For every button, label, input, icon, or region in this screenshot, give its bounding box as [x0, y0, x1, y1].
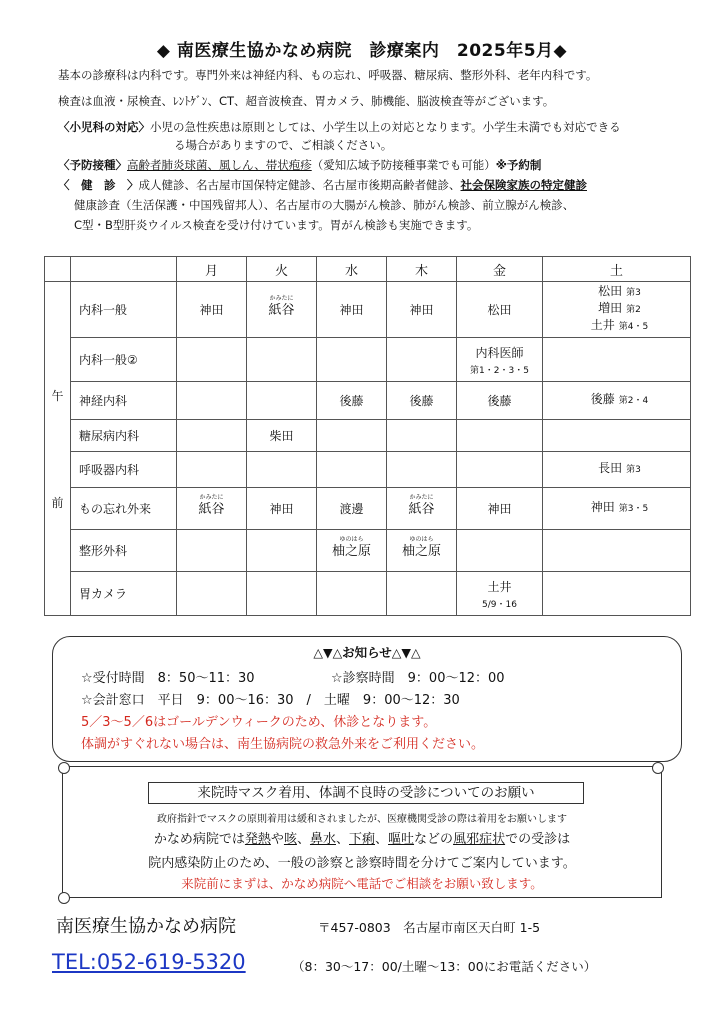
- schedule-header-row: [45, 257, 691, 282]
- request-text: などの: [414, 832, 454, 847]
- week-note: 第2: [626, 305, 641, 315]
- holiday-notice: 5／3～5／6はゴールデンウィークのため、休診となります。: [81, 715, 437, 730]
- sat-rotation: [549, 301, 690, 318]
- ruby-reading: かみたに: [199, 493, 224, 501]
- doctor-cell-sat: [543, 488, 691, 530]
- week-note: 第3・5: [618, 504, 649, 514]
- doctor-cell: 神田: [247, 488, 317, 530]
- table-row: [45, 420, 691, 452]
- doctor-cell: [543, 338, 691, 382]
- doctor-name: 内科医師: [475, 345, 524, 360]
- ruby-base: 紙谷: [268, 302, 295, 318]
- doctor-cell: [247, 530, 317, 572]
- doctor-cell: 神田: [457, 488, 543, 530]
- ruby-base: 柚之原: [401, 543, 441, 559]
- doctor-cell: [387, 452, 457, 488]
- table-row: [45, 282, 691, 338]
- doctor-cell: [387, 572, 457, 616]
- pediatric-block: [58, 118, 621, 136]
- week-note: 第4・5: [618, 322, 649, 332]
- header-day-mon: 月: [177, 257, 247, 282]
- checkup-label: 〈 健 診 〉: [58, 178, 139, 192]
- header-day-tue: 火: [247, 257, 317, 282]
- dept-name: 呼吸器内科: [71, 452, 177, 488]
- symptom-runny-nose: 鼻水: [309, 832, 336, 847]
- ruby-reading: ゆのはら: [409, 535, 434, 543]
- ruby-name: [198, 493, 225, 517]
- doctor-cell: [177, 452, 247, 488]
- ruby-name: [331, 535, 371, 559]
- sat-rotation: [549, 318, 690, 335]
- scroll-curl-icon: [58, 892, 70, 904]
- dept-name: 内科一般②: [71, 338, 177, 382]
- request-text: 、: [335, 832, 349, 847]
- request-text: 、: [296, 832, 310, 847]
- cashier-hours: ☆会計窓口 平日 9：00～16：30 / 土曜 9：00～12：30: [81, 693, 460, 708]
- sat-rotation: [549, 284, 690, 301]
- symptom-cold: 風邪症状: [453, 832, 506, 847]
- session-label-1: 午: [51, 388, 64, 403]
- doctor-cell: [543, 420, 691, 452]
- doctor-cell: [317, 338, 387, 382]
- pediatric-text: 小児の急性疾患は原則としては、小学生以上の対応となります。小学生未満でも対応できる: [150, 120, 621, 134]
- header-blank: [71, 257, 177, 282]
- doctor-cell: [457, 530, 543, 572]
- dept-name: もの忘れ外来: [71, 488, 177, 530]
- week-note: 第2・4: [618, 396, 649, 406]
- session-gap: [45, 404, 70, 494]
- request-title: 来院時マスク着用、体調不良時の受診についてのお願い: [148, 782, 584, 804]
- doctor-name: 土井: [487, 579, 512, 594]
- table-row: [45, 488, 691, 530]
- doctor-cell: [543, 572, 691, 616]
- header-day-sat: 土: [543, 257, 691, 282]
- doctor-cell: 松田: [457, 282, 543, 338]
- dept-name: 内科一般: [71, 282, 177, 338]
- header-day-thu: 木: [387, 257, 457, 282]
- doctor-cell: 後藤: [457, 382, 543, 420]
- session-label-2: 前: [51, 495, 64, 510]
- symptom-fever: 発熱: [244, 832, 271, 847]
- dept-name: 糖尿病内科: [71, 420, 177, 452]
- symptom-vomiting: 嘔吐: [388, 832, 415, 847]
- consult-hours: ☆診察時間 9：00～12：00: [331, 671, 505, 686]
- pediatric-label: 〈小児科の対応〉: [58, 120, 150, 134]
- header-day-fri: 金: [457, 257, 543, 282]
- doctor-name: 増田: [598, 301, 623, 315]
- table-row: [45, 452, 691, 488]
- doctor-cell: [387, 488, 457, 530]
- checkup-line-3: C型・B型肝炎ウイルス検査を受け付けています。胃がん検診も実施できます。: [74, 218, 479, 232]
- hospital-name: 南医療生協かなめ病院: [56, 916, 236, 937]
- ruby-name: [268, 294, 295, 318]
- vaccine-label: 〈予防接種〉: [58, 158, 127, 172]
- table-row: [45, 338, 691, 382]
- doctor-cell: [457, 572, 543, 616]
- ruby-base: 紙谷: [408, 501, 435, 517]
- checkup-family: 社会保険家族の特定健診: [460, 178, 587, 192]
- header-blank: [45, 257, 71, 282]
- doctor-cell: 後藤: [317, 382, 387, 420]
- week-note: 5/9・16: [482, 599, 517, 610]
- symptom-cough: 咳: [283, 832, 297, 847]
- doctor-name: 後藤: [590, 392, 615, 406]
- request-text: や: [270, 832, 284, 847]
- doctor-cell: 柴田: [247, 420, 317, 452]
- week-note: 第3: [626, 465, 641, 475]
- doctor-cell: [317, 530, 387, 572]
- doctor-cell: 神田: [387, 282, 457, 338]
- ruby-base: 紙谷: [198, 501, 225, 517]
- doctor-cell: [317, 420, 387, 452]
- symptom-diarrhea: 下痢: [349, 832, 376, 847]
- schedule-table: [44, 256, 691, 616]
- doctor-cell: [247, 282, 317, 338]
- doctor-cell: [177, 488, 247, 530]
- vaccine-reservation: ※予約制: [495, 158, 542, 172]
- doctor-cell: [457, 338, 543, 382]
- doctor-cell: 後藤: [387, 382, 457, 420]
- doctor-cell: [177, 382, 247, 420]
- doctor-cell-sat: [543, 452, 691, 488]
- doctor-name: 神田: [590, 500, 615, 514]
- doctor-cell: [177, 530, 247, 572]
- phone-hours: （8：30～17：00/土曜～13：00にお電話ください）: [292, 959, 597, 974]
- doctor-cell: [317, 572, 387, 616]
- intro-exams: 検査は血液・尿検査、ﾚﾝﾄｹﾞﾝ、CT、超音波検査、胃カメラ、肺機能、脳波検査等がございます。: [58, 94, 555, 108]
- intro-departments: 基本の診療科は内科です。専門外来は神経内科、もの忘れ、呼吸器、糖尿病、整形外科、老年内科です。: [58, 68, 598, 82]
- notice-title: △▼△お知らせ△▼△: [313, 645, 421, 660]
- doctor-cell: [457, 452, 543, 488]
- phone-link[interactable]: TEL:052-619-5320: [52, 950, 246, 974]
- doctor-name: 松田: [598, 284, 623, 298]
- checkup-line-2: 健康診査（生活保護・中国残留邦人）、名古屋市の大腸がん検診、肺がん検診、前立腺がん検診、: [74, 198, 575, 212]
- week-note: 第1・2・3・5: [470, 365, 529, 376]
- doctor-cell-sat: [543, 282, 691, 338]
- dept-name: 整形外科: [71, 530, 177, 572]
- doctor-cell: [317, 452, 387, 488]
- doctor-cell: [387, 338, 457, 382]
- doctor-name: 長田: [598, 461, 623, 475]
- doctor-name: 土井: [590, 318, 615, 332]
- reception-hours: ☆受付時間 8：50～11：30: [81, 671, 255, 686]
- page-title: ◆ 南医療生協かなめ病院 診療案内 2025年5月◆: [156, 41, 568, 61]
- scroll-curl-icon: [652, 762, 664, 774]
- doctor-cell: [177, 420, 247, 452]
- doctor-cell: [543, 530, 691, 572]
- table-row: [45, 530, 691, 572]
- emergency-notice: 体調がすぐれない場合は、南生協病院の救急外来をご利用ください。: [81, 737, 485, 752]
- request-call-line: 来院前にまずは、かなめ病院へ電話でご相談をお願い致します。: [181, 876, 543, 891]
- checkup-block: [58, 176, 587, 194]
- ruby-reading: かみたに: [269, 294, 294, 302]
- ruby-name: [408, 493, 435, 517]
- scroll-curl-icon: [58, 762, 70, 774]
- request-text: 、: [375, 832, 389, 847]
- ruby-name: [401, 535, 441, 559]
- vaccine-block: [58, 156, 541, 174]
- header-day-wed: 水: [317, 257, 387, 282]
- session-cell-morning: [45, 282, 71, 616]
- week-note: 第3: [626, 288, 641, 298]
- doctor-cell: [457, 420, 543, 452]
- dept-name: 胃カメラ: [71, 572, 177, 616]
- pediatric-text-2: る場合がありますので、ご相談ください。: [174, 138, 393, 152]
- hospital-address: 〒457-0803 名古屋市南区天白町 1-5: [318, 920, 541, 935]
- table-row: [45, 382, 691, 420]
- vaccine-note-area: （愛知広域予防接種事業でも可能）: [311, 158, 496, 172]
- table-row: [45, 572, 691, 616]
- request-infection-line: 院内感染防止のため、一般の診察と診察時間を分けてご案内しています。: [148, 856, 576, 871]
- request-mask-line: 政府指針でマスクの原則着用は緩和されましたが、医療機関受診の際は着用をお願いします: [157, 814, 567, 825]
- doctor-cell: [247, 452, 317, 488]
- ruby-reading: かみたに: [409, 493, 434, 501]
- doctor-cell: [387, 530, 457, 572]
- doctor-cell: [177, 338, 247, 382]
- doctor-cell: 渡邊: [317, 488, 387, 530]
- doctor-cell: [247, 382, 317, 420]
- doctor-cell: [247, 338, 317, 382]
- request-text: かなめ病院では: [153, 832, 245, 847]
- doctor-cell: [387, 420, 457, 452]
- doctor-cell: [247, 572, 317, 616]
- doctor-cell: [177, 572, 247, 616]
- ruby-base: 柚之原: [331, 543, 371, 559]
- request-text: での受診は: [505, 832, 571, 847]
- checkup-text: 成人健診、名古屋市国保特定健診、名古屋市後期高齢者健診、: [138, 178, 461, 192]
- request-symptoms-line: [62, 828, 662, 847]
- doctor-cell: 神田: [317, 282, 387, 338]
- ruby-reading: ゆのはら: [339, 535, 364, 543]
- doctor-cell-sat: [543, 382, 691, 420]
- doctor-cell: 神田: [177, 282, 247, 338]
- dept-name: 神経内科: [71, 382, 177, 420]
- notice-box: [52, 636, 682, 762]
- vaccine-list: 高齢者肺炎球菌、風しん、帯状疱疹: [127, 158, 312, 172]
